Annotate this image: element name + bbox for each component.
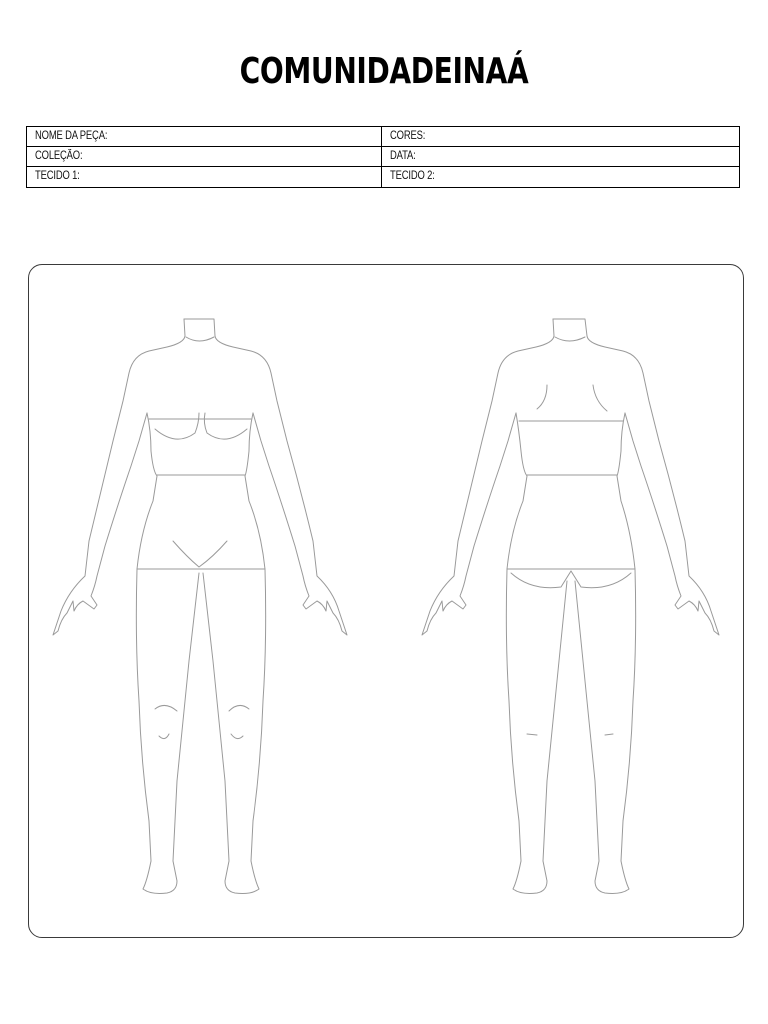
fabric-2-label: TECIDO 2:: [390, 170, 435, 182]
date-field[interactable]: [382, 147, 739, 166]
garment-name-field[interactable]: [27, 127, 382, 146]
page-title: COMUNIDADEINAÁ: [239, 51, 529, 92]
colors-label: CORES:: [390, 130, 426, 142]
collection-field[interactable]: [27, 147, 382, 166]
back-figure: [422, 319, 719, 894]
info-row-3: [27, 167, 739, 187]
garment-name-label: NOME DA PEÇA:: [35, 130, 108, 142]
colors-field[interactable]: [382, 127, 739, 146]
date-label: DATA:: [390, 150, 416, 162]
info-row-2: [27, 147, 739, 167]
collection-label: COLEÇÃO:: [35, 150, 83, 162]
garment-info-table: [26, 126, 740, 188]
fabric-1-label: TECIDO 1:: [35, 170, 80, 182]
fabric-2-field[interactable]: [382, 167, 739, 187]
front-figure: [53, 319, 347, 894]
fabric-1-field[interactable]: [27, 167, 382, 187]
croqui-drawing-area[interactable]: [28, 264, 744, 938]
info-row-1: [27, 127, 739, 147]
croqui-figures: [29, 265, 745, 939]
